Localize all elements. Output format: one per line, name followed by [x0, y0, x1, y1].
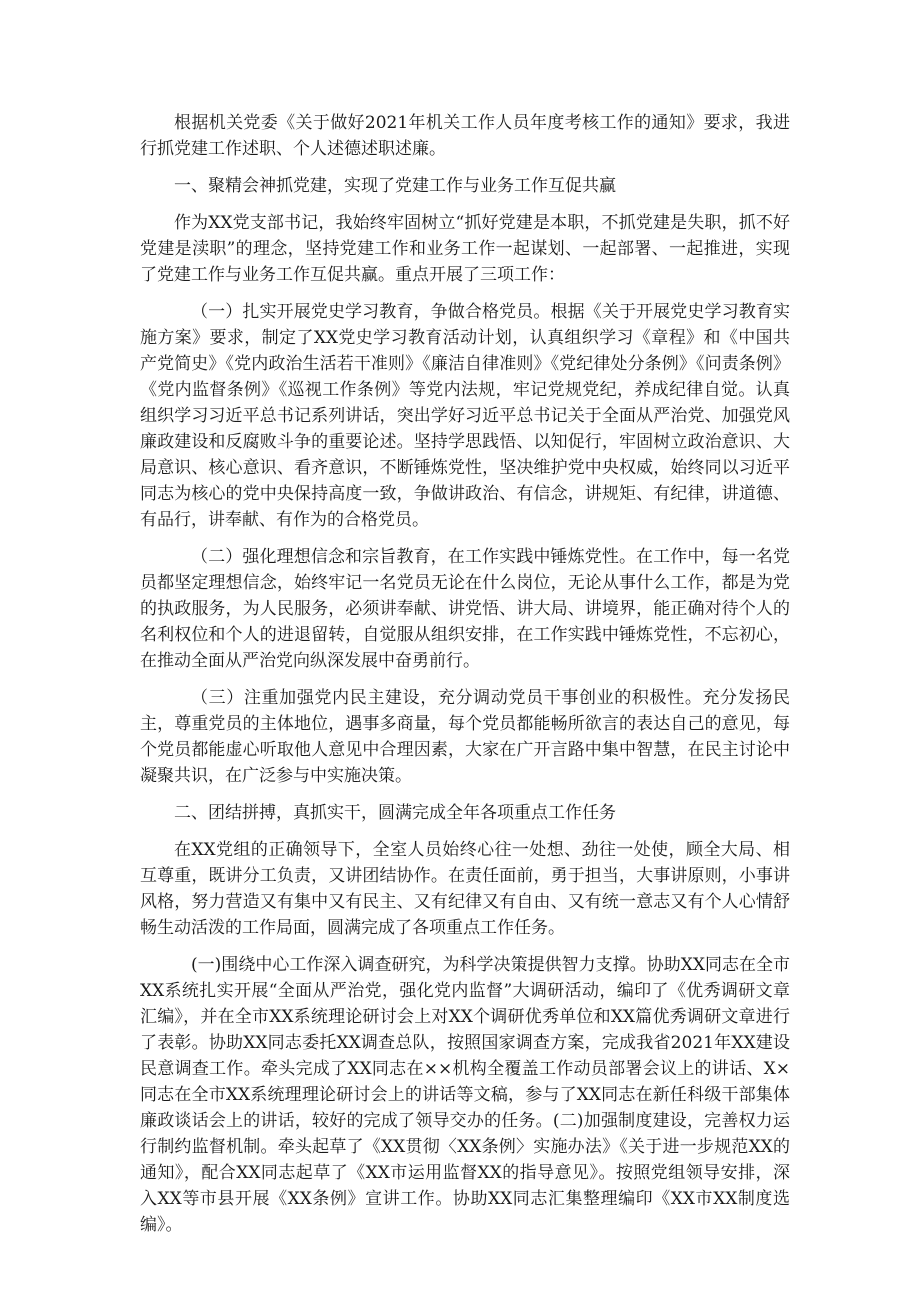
subsection-1-1: （一）扎实开展党史学习教育，争做合格党员。根据《关于开展党史学习教育实施方案》要求，制定了XX党史学习教育活动计划，认真组织学习《章程》和《中国共产党简史》《党内政治生活若干准则》《廉洁自律准则》《党纪律处分条例》《问责条例》《党内监督条例》《巡视工作条例》等党内法规，牢记党规党纪，养成纪律自觉。认真组织学习习近平总书记系列讲话，突出学好习近平总书记关于全面从严治党、加强党风廉政建设和反腐败斗争的重要论述。坚持学思践悟、以知促行，牢固树立政治意识、大局意识、核心意识、看齐意识，不断锤炼党性，坚决维护党中央权威，始终同以习近平同志为核心的党中央保持高度一致，争做讲政治、有信念，讲规矩、有纪律，讲道德、有品行，讲奉献、有作为的合格党员。 [140, 302, 790, 530]
document-page [140, 110, 790, 1249]
section-heading-1: 一、聚精会神抓党建，实现了党建工作与业务工作互促共赢 [174, 176, 616, 196]
section-2-paragraph: 在XX党组的正确领导下，全室人员始终心往一处想、劲往一处使，顾全大局、相互尊重，既讲分工负责，又讲团结协作。在责任面前，勇于担当，大事讲原则，小事讲风格，努力营造又有集中又有民主、又有纪律又有自由、又有统一意志又有个人心情舒畅生动活泼的工作局面，圆满完成了各项重点工作任务。 [140, 840, 790, 938]
section-heading-2: 二、团结拼搏，真抓实干，圆满完成全年各项重点工作任务 [174, 803, 616, 823]
section-1-paragraph: 作为XX党支部书记，我始终牢固树立“抓好党建是本职，不抓党建是失职，抓不好党建是渎职”的理念，坚持党建工作和业务工作一起谋划、一起部署、一起推进，实现了党建工作与业务工作互促共赢。重点开展了三项工作： [140, 213, 790, 285]
subsection-1-2: （二）强化理想信念和宗旨教育，在工作实践中锤炼党性。在工作中，每一名党员都坚定理想信念，始终牢记一名党员无论在什么岗位，无论从事什么工作，都是为党的执政服务，为人民服务，必须讲奉献、讲党悟、讲大局、讲境界，能正确对待个人的名利权位和个人的进退留转，自觉服从组织安排，在工作实践中锤炼党性，不忘初心，在推动全面从严治党向纵深发展中奋勇前行。 [140, 547, 790, 671]
subsection-1-3: （三）注重加强党内民主建设，充分调动党员干事创业的积极性。充分发扬民主，尊重党员的主体地位，遇事多商量，每个党员都能畅所欲言的表达自己的意见，每个党员都能虚心听取他人意见中合理因素，大家在广开言路中集中智慧，在民主讨论中凝聚共识，在广泛参与中实施决策。 [140, 688, 790, 786]
subsection-2-1: (一)围绕中心工作深入调查研究，为科学决策提供智力支撑。协助XX同志在全市XX系统扎实开展“全面从严治党，强化党内监督”大调研活动，编印了《优秀调研文章汇编》，并在全市XX系统理论研讨会上对XX个调研优秀单位和XX篇优秀调研文章进行了表彰。协助XX同志委托XX调查总队，按照国家调查方案，完成我省2021年XX建设民意调查工作。牵头完成了XX同志在××机构全覆盖工作动员部署会议上的讲话、X×同志在全市XX系统理理论研讨会上的讲话等文稿，参与了XX同志在新任科级干部集体廉政谈话会上的讲话，较好的完成了领导交办的任务。(二)加强制度建设，完善权力运行制约监督机制。牵头起草了《XX贯彻〈XX条例〉实施办法》《关于进一步规范XX的通知》，配合XX同志起草了《XX市运用监督XX的指导意见》。按照党组领导安排，深入XX等市县开展《XX条例》宣讲工作。协助XX同志汇集整理编印《XX市XX制度选编》。 [140, 955, 790, 1235]
intro-paragraph: 根据机关党委《关于做好2021年机关工作人员年度考核工作的通知》要求，我进行抓党建工作述职、个人述德述职述廉。 [140, 113, 790, 159]
